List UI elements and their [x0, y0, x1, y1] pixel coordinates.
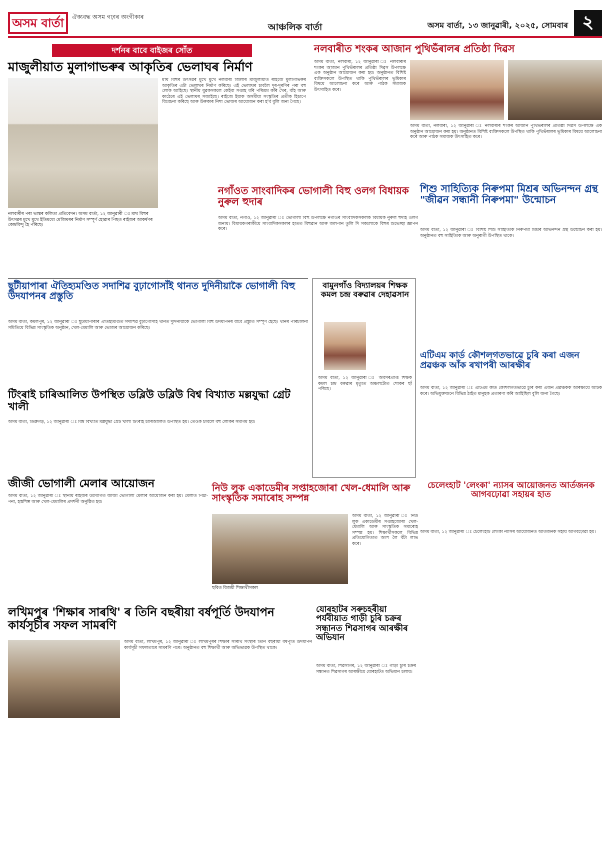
headline-lakhimpur: লখিমপুৰ 'শিক্ষাৰ সাৰথি' ৰ তিনি বছৰীয়া বৰ্ষপূৰ্তি উদযাপন কাৰ্যসূচীৰ সফল সামৰণি: [8, 605, 275, 632]
wwe-body: অসম বাৰ্তা, ডিব্ৰুগড়, ১২ জানুৱাৰী ঃ বিশ্ব বিখ্যাত মল্লযুদ্ধা গ্ৰেট খালী টিংৰাই চাৰিআলিত উপস্থিত হয়। তেওঁক চাবলৈ বহু লোকৰ সমাগম হয়।: [8, 420, 256, 425]
masthead: [8, 8, 602, 38]
putheghar-body-2: অসম বাৰ্তা, নলবাৰী, ১২ জানুৱাৰী ঃ নলবাৰীৰ শংকৰ আজান পুথিভঁৰালৰ প্ৰতিষ্ঠা দিৱস উপলক্ষে এক অনুষ্ঠান আয়োজন কৰা হয়। অনুষ্ঠানত বিশিষ্ট ব্যক্তিসকলে উপস্থিত থাকি পুথিভঁৰালৰ ভূমিকাৰ বিষয়ে আলোচনা কৰে আৰু পাঠক সমাজক উৎসাহিত কৰে।: [410, 124, 602, 141]
headline-sadashiv: ছুটীয়াপাৰা ঐতিহ্যমণ্ডিত সদাশিৱ বুঢ়াগোসাঁই থানত দুদিনীয়াকৈ ভোগালী বিহু উদযাপনৰ প্ৰস্তুতি: [8, 281, 296, 303]
logo-tagline: ঐক্যবদ্ধ অসম গঢ়াৰ অংগীকাৰ: [72, 14, 144, 21]
velaghar-caption: নলবাৰীৰ পৰা ভাস্কৰ কলিতা প্ৰতিবেদন। অসম বাৰ্তা, ১২ জানুৱাৰী ঃ মাঘ বিহুৰ উৎসৱৰ মুখে মুখে ইতিমধ্যে মেজিঘৰৰ নিৰ্মাণ সম্পূৰ্ণ হোৱাৰ পিছত ৰাইজৰ আকৰ্ষণৰ কেন্দ্ৰবিন্দু হৈ পৰিছে।: [8, 212, 153, 229]
obituary-photo: [324, 322, 366, 370]
headline-putheghar: নলবাৰীত শংকৰ আজান পুথিভঁৰালৰ প্ৰতিষ্ঠা দিৱস: [314, 44, 515, 55]
children-book-body: অসম বাৰ্তা, ১২ জানুৱাৰী ঃ বিশিষ্ট শিশু সাহিত্যিক নিৰুপমা মিশ্ৰৰ অভিনন্দন গ্ৰন্থ উন্মোচন কৰা হয়। অনুষ্ঠানত বহু সাহিত্যিক আৰু অনুৰাগী উপস্থিত থাকে।: [420, 228, 602, 239]
headline-journalist: নগাঁওত সাংবাদিকৰ ভোগালী বিহু ওলগ বিধায়ক নুৰুল হুদাৰ: [218, 186, 409, 208]
headline-atm: এটিএম কাৰ্ড কৌশলগতভাৱে চুৰি কৰা এজন প্ৰৱঞ্চক আঁক ৰখাপৰী আৰক্ষীৰ: [420, 351, 580, 371]
lakhimpur-body: অসম বাৰ্তা, লখিমপুৰ, ১২ জানুৱাৰী ঃ লখিমপুৰৰ শিক্ষাৰ সাৰথি সংস্থাৰ তিনি বছৰীয়া বৰ্ষপূৰ্তি উদযাপন কাৰ্যসূচী সফলতাৰে সামৰণি পৰে। অনুষ্ঠানত বহু শিক্ষাৰ্থী আৰু অভিভাৱক উপস্থিত থাকে।: [124, 640, 312, 651]
headline-fair: জীজী ভোগালী মেলাৰ আয়োজন: [8, 477, 155, 490]
obituary-body: অসম বাৰ্তা, ১২ জানুৱাৰী ঃ অবসৰপ্ৰাপ্ত শিক্ষক কমল চন্দ্ৰ বৰুৱাৰ মৃত্যুত অঞ্চলটোত শোকৰ ছাঁ পৰিছে।: [318, 376, 412, 393]
putheghar-body: অসম বাৰ্তা, নলবাৰী, ১২ জানুৱাৰী ঃ নলবাৰীৰ শংকৰ আজান পুথিভঁৰালৰ প্ৰতিষ্ঠা দিৱস উপলক্ষে এক অনুষ্ঠান আয়োজন কৰা হয়। অনুষ্ঠানত বিশিষ্ট ব্যক্তিসকলে উপস্থিত থাকি পুথিভঁৰালৰ ভূমিকাৰ বিষয়ে আলোচনা কৰে আৰু পাঠক সমাজক উৎসাহিত কৰে।: [314, 60, 406, 93]
velaghar-photo: [8, 78, 158, 208]
sadashiv-body: অসম বাৰ্তা, কমলপুৰ, ১২ জানুৱাৰী ঃ ছুটীয়াপাৰাৰ ঐতিহ্যমণ্ডিত সদাশিৱ বুঢ়াগোসাঁই থানত দুদিনীয়াকৈ ভোগালী বিহু উদযাপনৰ বাবে প্ৰস্তুতি সম্পূৰ্ণ হৈছে। থানৰ পৰিচালনা সমিতিয়ে বিভিন্ন সাংস্কৃতিক অনুষ্ঠান, খেল-ধেমালি আৰু ভোজৰ আয়োজন কৰিছে।: [8, 320, 308, 331]
kicker-banner: দৰ্শনৰ বাবে বাইজৰ সোঁত: [52, 44, 252, 57]
page-number: ২: [574, 10, 602, 36]
headline-children-book: শিশু সাহিত্যিক নিৰুপমা মিশ্ৰৰ অভিনন্দন গ্ৰন্থ "জীৱন সন্ধানী নিৰুপমা" উন্মোচন: [420, 184, 598, 206]
section-title: আঞ্চলিক বাৰ্তা: [268, 23, 323, 33]
academy-caption: ছবিত বিজয়ী শিক্ষাৰ্থীসকল: [212, 586, 258, 591]
putheghar-photo-1: [410, 60, 504, 120]
headline-obituary: বামুনগাঁও বিদ্যালয়ৰ শিক্ষক কমল চন্দ্ৰ বৰুৱাৰ দেহাৱসান: [320, 281, 410, 299]
headline-wwe: টিংৰাই চাৰিআলিত উপস্থিত ডব্লিউ ডব্লিউ বিশ্ব বিখ্যাত মল্লযুদ্ধা গ্ৰেট খালী: [8, 389, 291, 413]
headline-jorhat: যোৰহাটৰ সৰুচহৰীয়া পৰ্যবীয়াত গাড়ী চুৰি চক্ৰৰ সন্ধানত শিৱসাগৰ আৰক্ষীৰ অভিযান: [316, 605, 408, 644]
headline-velaghar: মাজুলীয়াত মুলাগাভৰুৰ আকৃতিৰ ভেলাঘৰ নিৰ্মাণ: [8, 59, 253, 74]
atm-body: অসম বাৰ্তা, ১২ জানুৱাৰী ঃ এটিএম কাৰ্ড কৌশলগতভাৱে চুৰি কৰা এজন প্ৰৱঞ্চকক আৰক্ষীয়ে আটক কৰে। অভিযুক্তজনে বিভিন্ন ঠাইত মানুহক প্ৰতাৰণা কৰি আহিছিল বুলি জনা গৈছে।: [420, 386, 602, 397]
lakhimpur-photo: [8, 640, 120, 718]
journalist-body: অসম বাৰ্তা, নগাঁও, ১২ জানুৱাৰী ঃ ভোগালী বিহু উপলক্ষে নগাঁওৰ সাংবাদিকসকলক বিধায়ক নুৰুল হুদাই ওলগ জনায়। বিধায়কগৰাকীয়ে সাংবাদিকসকলৰ হাতত বিহুৱান আৰু জলপান তুলি দি সকলোকে বিহুৰ শুভেচ্ছা জ্ঞাপন কৰে।: [218, 216, 418, 233]
jorhat-body: অসম বাৰ্তা, শিৱসাগৰ, ১২ জানুৱাৰী ঃ গাড়ী চুৰি চক্ৰৰ সন্ধানত শিৱসাগৰ আৰক্ষীয়ে যোৰহাটত অভিযান চলায়।: [316, 664, 416, 675]
academy-body: অসম বাৰ্তা, ১২ জানুৱাৰী ঃ নিউ লুক একাডেমীৰ সপ্তাহজোৰা খেল-ধেমালি আৰু সাংস্কৃতিক সমাৰোহ সম্পন্ন হয়। শিক্ষাৰ্থীসকলে বিভিন্ন প্ৰতিযোগিতাত অংশ লৈ বঁটা লাভ কৰে।: [352, 514, 418, 547]
academy-photo: [212, 514, 348, 584]
dateline: অসম বাৰ্তা, ১৩ জানুৱাৰী, ২০২৫, সোমবাৰ: [427, 21, 568, 30]
headline-chelenghat: চেলেংহাট 'লেংকা' ন্যাসৰ আয়োজনত আৰ্তজনক আগবঢ়োৱা সহায়ৰ হাত: [427, 481, 595, 501]
divider: [8, 278, 308, 279]
velaghar-body: মাঘ বিহুৰ উৎসৱৰ মুখে মুখে নলবাৰী জিলাৰ মাজুলীয়াত ৰাইজে মুলাগাভৰুৰ আকৃতিৰ এটা ভেলাঘৰ নিৰ্মাণ কৰিছে। এই ভেলাঘৰ চাবলৈ দূৰ-দূৰণিৰ পৰা বহু লোক আহিছে। স্থানীয় যুৱকসকলে কেইবা সপ্তাহ ধৰি পৰিশ্ৰম কৰি খেৰ, বাঁহ আৰু কাঠেৰে এই ভেলাঘৰ সজাইছে। ৰাইজে ইয়াক অসমীয়া সংস্কৃতিৰ প্ৰতীক হিচাপে বিবেচনা কৰিছে আৰু উৰুকাৰ নিশা ভোজৰ আয়োজন কৰা হ'ব বুলি জনা গৈছে।: [162, 78, 306, 106]
putheghar-photo-2: [508, 60, 602, 120]
chelenghat-body: অসম বাৰ্তা, ১২ জানুৱাৰী ঃ চেলেংহাট লেংকা ন্যাসৰ আয়োজনত আৰ্তজনক সহায় আগবঢ়োৱা হয়।: [420, 530, 596, 535]
newspaper-logo: অসম বাৰ্তা: [8, 12, 68, 34]
headline-academy: নিউ লুক একাডেমীৰ সপ্তাহজোৰা খেল-ধেমালি আৰু সাংস্কৃতিক সমাৰোহ সম্পন্ন: [212, 483, 411, 505]
fair-body: অসম বাৰ্তা, ১২ জানুৱাৰী ঃ স্থানীয় ৰাইজৰ উদ্যোগত জীজী ভোগালী মেলাৰ আয়োজন কৰা হয়। মেলাত পিঠা-পনা, হস্তশিল্প আৰু খেল-ধেমালিৰ প্ৰদৰ্শনী অনুষ্ঠিত হয়।: [8, 494, 208, 505]
